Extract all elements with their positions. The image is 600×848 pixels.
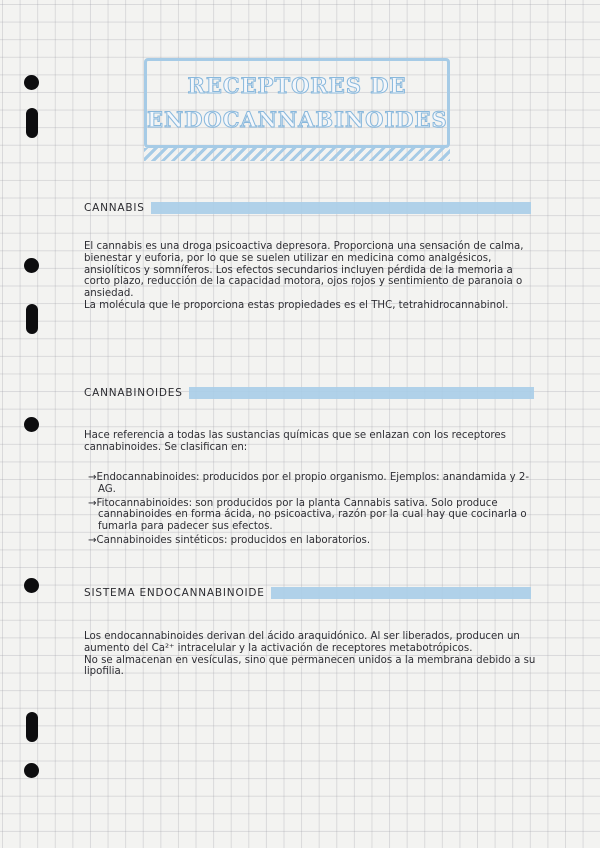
arrow-icon: → bbox=[88, 472, 97, 483]
arrow-icon: → bbox=[88, 534, 97, 546]
list-item-text: Fitocannabinoides: son producidos por la planta Cannabis sativa. Solo produce cannabinoides en forma ácida, no psicoactiva, razón por la cual hay que cocinarla o fumarla para padecer sus efectos. bbox=[96, 497, 527, 533]
binder-hole bbox=[26, 712, 38, 742]
paragraph: La molécula que le proporciona estas propiedades es el THC, tetrahidrocannabinol. bbox=[84, 299, 509, 311]
title-line-2: ENDOCANNABINOIDES bbox=[147, 107, 448, 132]
classification-list bbox=[88, 472, 540, 549]
section-heading-text: SISTEMA ENDOCANNABINOIDE bbox=[84, 587, 265, 599]
list-item bbox=[88, 472, 540, 496]
section-body-cannabinoides bbox=[84, 430, 540, 454]
title-box bbox=[144, 58, 450, 148]
binder-hole bbox=[24, 417, 39, 432]
section-heading-cannabis bbox=[84, 199, 531, 217]
binder-hole bbox=[24, 763, 39, 778]
binder-hole bbox=[26, 304, 38, 334]
arrow-icon: → bbox=[88, 497, 97, 509]
section-heading-text: CANNABIS bbox=[84, 202, 145, 214]
paragraph: No se almacenan en vesículas, sino que permanecen unidos a la membrana debido a su lipofilia. bbox=[84, 654, 536, 678]
list-item-text: Cannabinoides sintéticos: producidos en laboratorios. bbox=[96, 534, 371, 546]
paragraph: Los endocannabinoides derivan del ácido araquidónico. Al ser liberados, producen un aumento del Ca²⁺ intracelular y la activación de receptores metabotrópicos. bbox=[84, 631, 520, 654]
paragraph: Hace referencia a todas las sustancias químicas que se enlazan con los receptores cannabinoides. Se clasifican en: bbox=[84, 430, 506, 453]
binder-hole bbox=[26, 108, 38, 138]
heading-highlight-bar bbox=[151, 202, 531, 214]
paragraph: El cannabis es una droga psicoactiva depresora. Proporciona una sensación de calma, bienestar y euforia, por lo que se suelen utilizar en medicina como analgésicos, ansiolíticos y somníferos. Los efectos secundarios incluyen pérdida de la memoria a corto plazo, reducción de la capacidad motora, ojos rojos y sentimiento de paranoia o ansiedad. bbox=[84, 241, 524, 300]
list-item-text: Endocannabinoides: producidos por el propio organismo. Ejemplos: anandamida y 2-AG. bbox=[96, 472, 530, 495]
binder-hole bbox=[24, 578, 39, 593]
section-heading-sistema bbox=[84, 584, 531, 602]
list-item bbox=[88, 498, 540, 533]
title-line-1: RECEPTORES DE bbox=[187, 73, 407, 98]
heading-highlight-bar bbox=[271, 587, 531, 599]
heading-highlight-bar bbox=[189, 387, 534, 399]
section-body-cannabis bbox=[84, 241, 540, 312]
section-heading-cannabinoides bbox=[84, 384, 534, 402]
binder-hole bbox=[24, 75, 39, 90]
section-heading-text: CANNABINOIDES bbox=[84, 387, 183, 399]
binder-hole bbox=[24, 258, 39, 273]
section-body-sistema bbox=[84, 631, 540, 678]
list-item bbox=[88, 535, 540, 547]
